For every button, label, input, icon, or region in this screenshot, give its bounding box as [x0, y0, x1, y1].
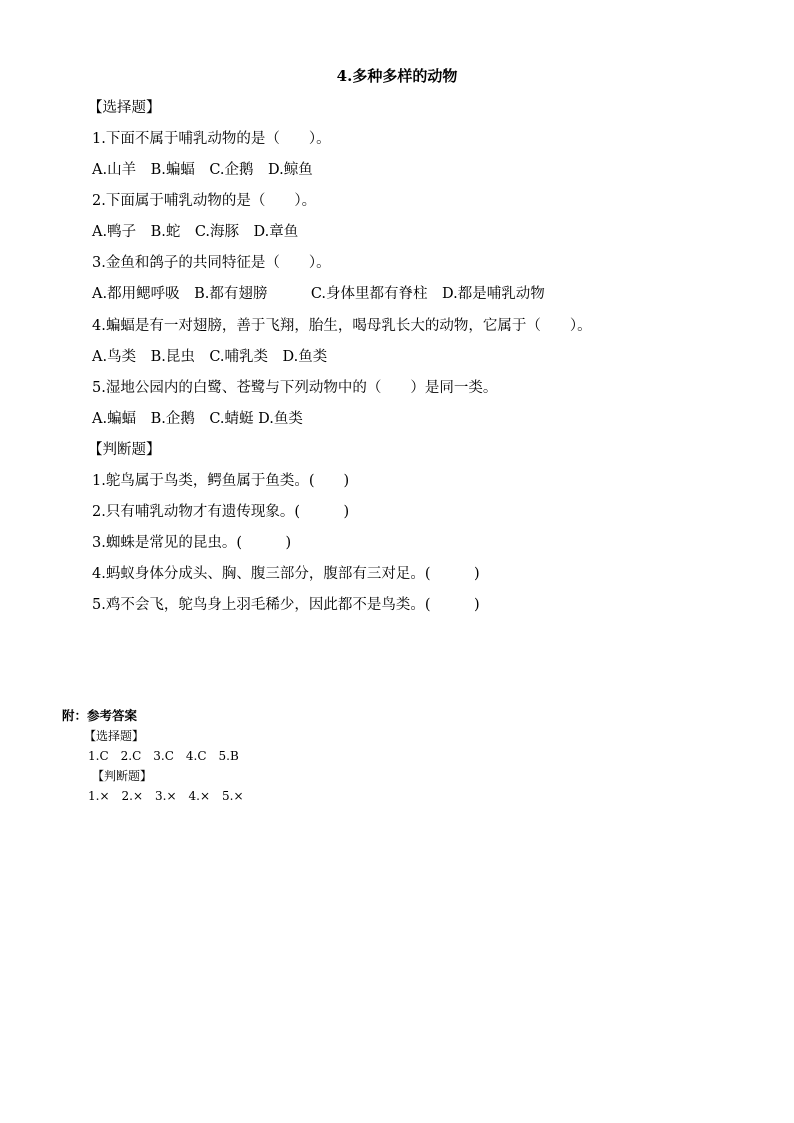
answer-choice-heading: 【选择题】 [84, 729, 145, 743]
answer-key-heading: 附：参考答案 [62, 708, 138, 723]
answer-judge-list: 1.× 2.× 3.× 4.× 5.× [88, 789, 244, 803]
judge-statement-1: 1.鸵鸟属于鸟类，鳄鱼属于鱼类。( ) [92, 473, 350, 489]
answer-judge-heading: 【判断题】 [92, 769, 153, 783]
choice-question-5: 5.湿地公园内的白鹭、苍鹭与下列动物中的（ ）是同一类。 [92, 380, 498, 396]
choice-options-1: A.山羊 B.蝙蝠 C.企鹅 D.鲸鱼 [92, 162, 313, 178]
page-title: 4.多种多样的动物 [336, 67, 458, 85]
choice-options-2: A.鸭子 B.蛇 C.海豚 D.章鱼 [92, 224, 299, 240]
choice-section-heading: 【选择题】 [88, 100, 161, 116]
choice-question-4: 4.蝙蝠是有一对翅膀，善于飞翔，胎生，喝母乳长大的动物，它属于（ ）。 [92, 318, 592, 334]
choice-options-3: A.都用鳃呼吸 B.都有翅膀 C.身体里都有脊柱 D.都是哺乳动物 [92, 286, 545, 302]
judge-section-heading: 【判断题】 [88, 442, 161, 458]
judge-statement-4: 4.蚂蚁身体分成头、胸、腹三部分，腹部有三对足。( ) [92, 566, 480, 582]
choice-options-4: A.鸟类 B.昆虫 C.哺乳类 D.鱼类 [92, 349, 328, 365]
judge-statement-2: 2.只有哺乳动物才有遗传现象。( ) [92, 504, 350, 520]
choice-question-2: 2.下面属于哺乳动物的是（ ）。 [92, 193, 317, 209]
choice-options-5: A.蝙蝠 B.企鹅 C.蜻蜓 D.鱼类 [92, 411, 303, 427]
choice-question-3: 3.金鱼和鸽子的共同特征是（ ）。 [92, 255, 331, 271]
choice-question-1: 1.下面不属于哺乳动物的是（ ）。 [92, 131, 331, 147]
answer-choice-list: 1.C 2.C 3.C 4.C 5.B [88, 749, 239, 763]
judge-statement-5: 5.鸡不会飞，鸵鸟身上羽毛稀少，因此都不是鸟类。( ) [92, 597, 480, 613]
judge-statement-3: 3.蜘蛛是常见的昆虫。( ) [92, 535, 292, 551]
